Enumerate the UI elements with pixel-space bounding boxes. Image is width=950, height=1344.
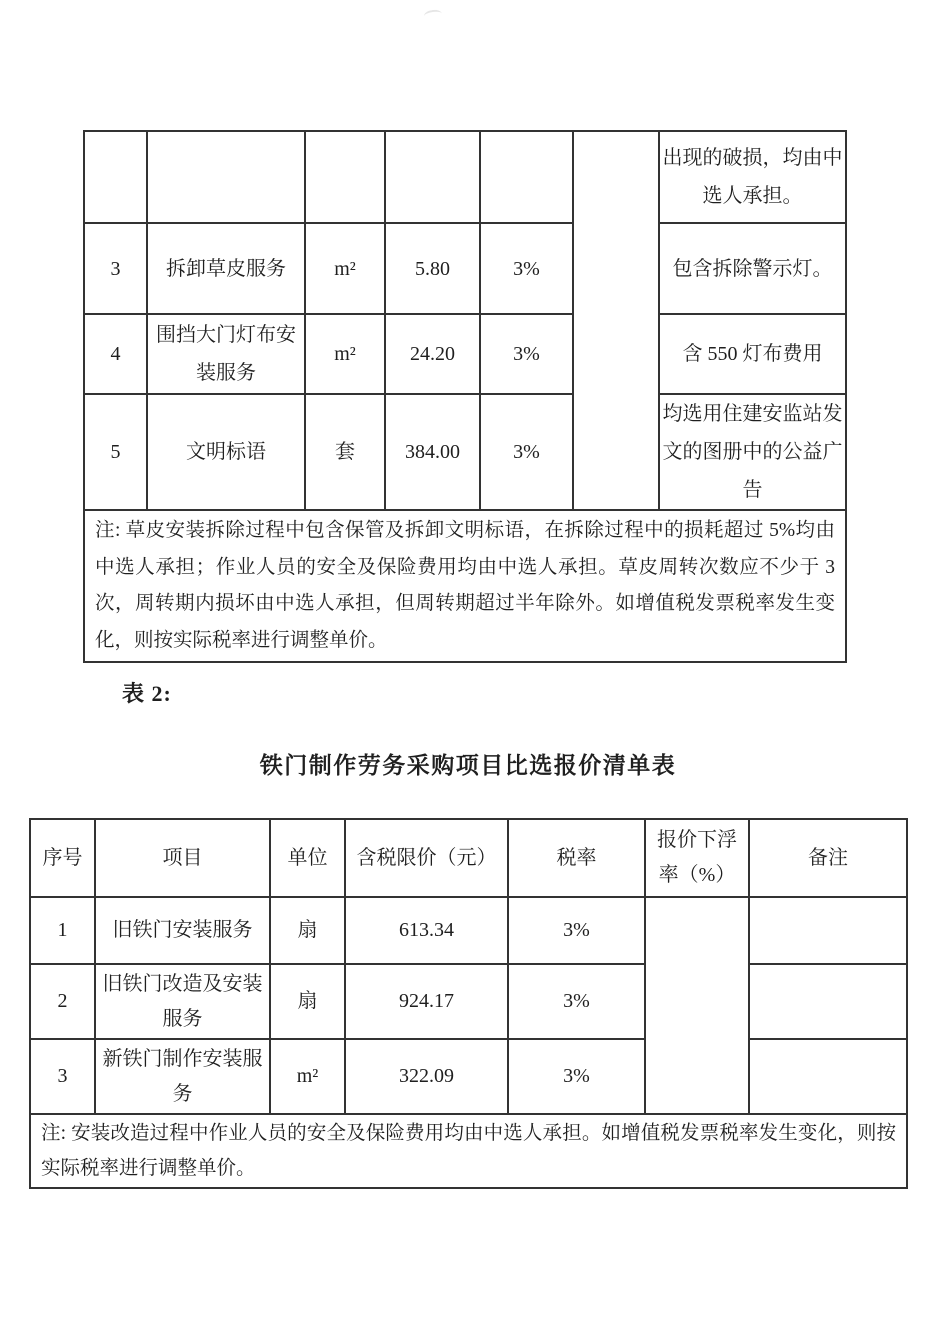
t2-row1-item-cell: 旧铁门安装服务	[95, 897, 270, 964]
t1-row3-price-cell: 5.80	[385, 223, 480, 314]
table2-iron-gate-price-list	[29, 818, 908, 1189]
t1-row4-price-cell: 24.20	[385, 314, 480, 394]
t2-header-unit: 单位	[270, 819, 345, 897]
t1-row0-item-cell	[147, 131, 305, 223]
t1-row5-tax-cell: 3%	[480, 394, 573, 510]
t1-row3-remark-cell: 包含拆除警示灯。	[659, 223, 846, 314]
t2-row3-tax-cell: 3%	[508, 1039, 645, 1114]
t2-row3-unit-cell: m²	[270, 1039, 345, 1114]
t2-note-cell: 注: 安装改造过程中作业人员的安全及保险费用均由中选人承担。如增值税发票税率发生变化，则按实际税率进行调整单价。	[30, 1114, 907, 1188]
t1-row5-remark-cell: 均选用住建安监站发文的图册中的公益广告	[659, 394, 846, 510]
t1-row5-unit-cell: 套	[305, 394, 385, 510]
t2-row1-unit-cell: 扇	[270, 897, 345, 964]
table-row	[84, 394, 846, 510]
t1-row4-item-cell: 围挡大门灯布安装服务	[147, 314, 305, 394]
t2-row2-remark-cell	[749, 964, 907, 1039]
table-row	[84, 314, 846, 394]
t1-row0-remark-cell: 出现的破损，均由中选人承担。	[659, 131, 846, 223]
t2-row3-seq-cell: 3	[30, 1039, 95, 1114]
t1-row4-tax-cell: 3%	[480, 314, 573, 394]
table1-turf-price-list	[83, 130, 847, 663]
t2-row3-item-cell: 新铁门制作安装服务	[95, 1039, 270, 1114]
t2-header-price: 含税限价（元）	[345, 819, 508, 897]
t2-row2-unit-cell: 扇	[270, 964, 345, 1039]
t2-header-item: 项目	[95, 819, 270, 897]
table-header-row	[30, 819, 907, 897]
t1-row3-tax-cell: 3%	[480, 223, 573, 314]
t2-row2-tax-cell: 3%	[508, 964, 645, 1039]
t2-row1-seq-cell: 1	[30, 897, 95, 964]
t1-row5-price-cell: 384.00	[385, 394, 480, 510]
table2-title: 铁门制作劳务采购项目比选报价清单表	[259, 753, 677, 778]
t2-header-tax: 税率	[508, 819, 645, 897]
t1-discount-merged-cell	[573, 131, 659, 510]
t2-row2-seq-cell: 2	[30, 964, 95, 1039]
t2-row2-item-cell: 旧铁门改造及安装服务	[95, 964, 270, 1039]
t1-row3-seq-cell: 3	[84, 223, 147, 314]
table-row	[84, 223, 846, 314]
t1-row3-unit-cell: m²	[305, 223, 385, 314]
t2-row2-price-cell: 924.17	[345, 964, 508, 1039]
t1-row4-unit-cell: m²	[305, 314, 385, 394]
t1-row5-seq-cell: 5	[84, 394, 147, 510]
table-row	[30, 964, 907, 1039]
t2-discount-merged-cell	[645, 897, 749, 1114]
t2-row3-remark-cell	[749, 1039, 907, 1114]
t1-row0-seq-cell	[84, 131, 147, 223]
t2-row1-remark-cell	[749, 897, 907, 964]
table-row	[84, 131, 846, 223]
table-row	[30, 897, 907, 964]
table-row	[84, 510, 846, 662]
table-row	[30, 1114, 907, 1188]
t2-row3-price-cell: 322.09	[345, 1039, 508, 1114]
t1-note-cell: 注: 草皮安装拆除过程中包含保管及拆卸文明标语，在拆除过程中的损耗超过 5%均由中选人承担；作业人员的安全及保险费用均由中选人承担。草皮周转次数应不少于 3 次，周转期内损坏由中选人承担，但周转期超过半年除外。如增值税发票税率发生变化，则按实际税率进行调整单价。	[84, 510, 846, 662]
t1-row4-seq-cell: 4	[84, 314, 147, 394]
table-row	[30, 1039, 907, 1114]
t1-row0-unit-cell	[305, 131, 385, 223]
t1-row5-item-cell: 文明标语	[147, 394, 305, 510]
t2-header-discount: 报价下浮率（%）	[645, 819, 749, 897]
t1-row4-remark-cell: 含 550 灯布费用	[659, 314, 846, 394]
table2-label: 表 2:	[122, 681, 172, 706]
t2-header-remark: 备注	[749, 819, 907, 897]
t1-row3-item-cell: 拆卸草皮服务	[147, 223, 305, 314]
scan-artifact	[423, 9, 442, 21]
t2-header-seq: 序号	[30, 819, 95, 897]
t2-row1-tax-cell: 3%	[508, 897, 645, 964]
t1-row0-price-cell	[385, 131, 480, 223]
t1-row0-tax-cell	[480, 131, 573, 223]
t2-row1-price-cell: 613.34	[345, 897, 508, 964]
